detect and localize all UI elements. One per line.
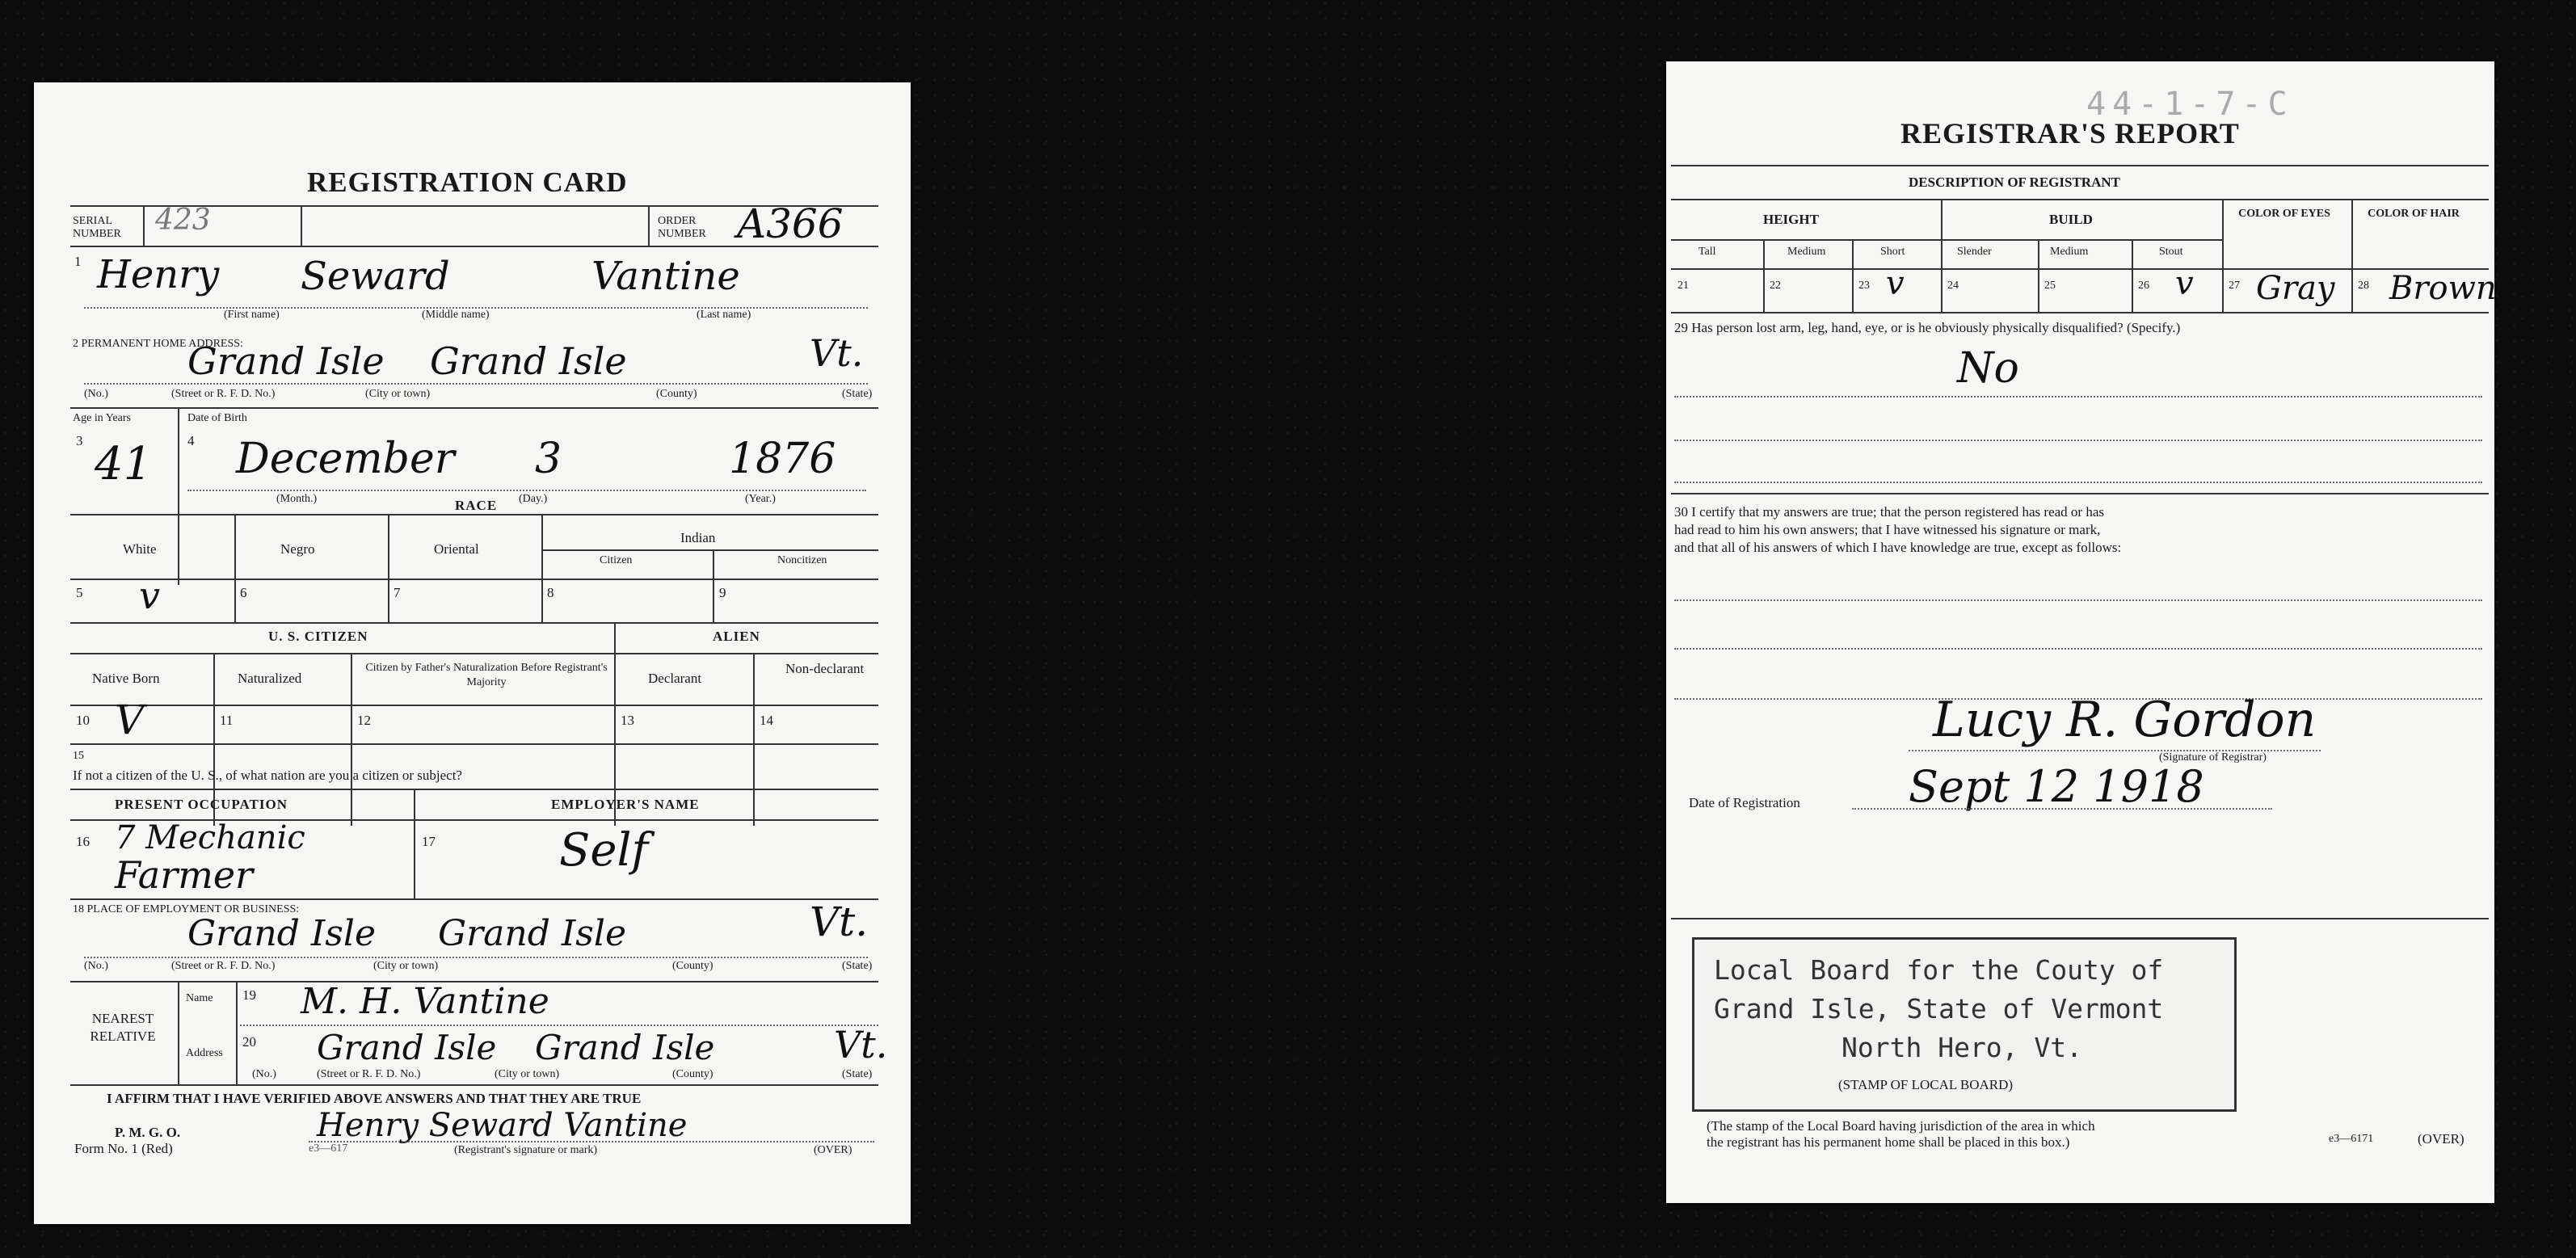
card-title: REGISTRATION CARD [307, 166, 628, 198]
address-state: Vt. [810, 331, 864, 375]
race-title: RACE [450, 498, 502, 514]
q29-answer: No [1957, 344, 2019, 393]
date-of-registration-label: Date of Registration [1689, 795, 1800, 810]
address-label: 2 PERMANENT HOME ADDRESS: [73, 338, 243, 350]
hair-color-value: Brown [2389, 270, 2497, 307]
age-value: 41 [95, 438, 153, 490]
registrars-report-card: 44-1-7-C REGISTRAR'S REPORT DESCRIPTION OF REGISTRANT HEIGHT BUILD COLOR OF EYES COLOR OF HAIR Tall Medium Short Slender Medium Stout 21 22 23 v 24 25 26 v 27 Gray 28 Brown 29 Has person lost arm, leg, hand, eye, or is he obviously physically disqualified? (Specify.) No 30 I certify that my answers are true; that the person registered has read or has had read to him his own answers; that I have witnessed his signature or mark, and that all of his answers of which I have knowledge are true, except as follows: Lucy R. Gordon (Signature of Registrar) Date of Registration Sept 12 1918 Local Board for the Couty of Grand Isle, State of Vermont North Hero, Vt. (STAMP OF LOCAL BOARD) (The stamp of the Local Board having jurisdiction of the area in which the registrant has his permanent home shall be placed in this box.) e3—6171 (OVER) [1666, 61, 2494, 1203]
place-county: Grand Isle [438, 913, 626, 954]
order-value: A366 [737, 200, 844, 247]
white-check: v [139, 574, 160, 617]
employer-value: Self [559, 824, 649, 877]
serial-value: 423 [155, 204, 211, 237]
date-of-registration-value: Sept 12 1918 [1909, 761, 2204, 812]
local-board-stamp: Local Board for the Couty of Grand Isle, State of Vermont North Hero, Vt. (STAMP OF LOCAL BOARD) [1692, 937, 2237, 1112]
eye-color-value: Gray [2256, 270, 2335, 307]
dob-day: 3 [535, 435, 562, 483]
report-title: REGISTRAR'S REPORT [1900, 117, 2240, 149]
place-town: Grand Isle [187, 913, 376, 954]
order-label: ORDER NUMBER [658, 215, 706, 240]
relative-name: M. H. Vantine [301, 981, 549, 1022]
dob-year: 1876 [729, 435, 836, 483]
stout-check: v [2175, 265, 2194, 302]
address-county: Grand Isle [430, 339, 627, 383]
place-state: Vt. [810, 898, 869, 945]
native-born-check: V [115, 696, 145, 743]
dob-month: December [236, 435, 455, 483]
first-name: Henry [97, 252, 220, 297]
registration-card: REGISTRATION CARD SERIAL NUMBER 423 ORDER NUMBER A366 1 Henry Seward Vantine (First name) (Middle name) (Last name) 2 PERMANENT HOME ADDRESS: Grand Isle Grand Isle Vt. (No.) (Street or R. F. D. No.) (City or town) (County) (State) Age in Years Date of Birth 3 4 41 December 3 1876 (Month.) (Day.) (Year.) RACE White Negro Oriental Indian Citizen Noncitizen 5 v 6 7 8 9 U. S. CITIZEN ALIEN Native Born Naturalized Citizen by Father's Naturalization Before Registrant's Majority Declarant Non-declarant 10 V 11 12 13 14 15 If not a citizen of the U. S., of what nation are you a citizen or subject? PRESENT OCCUPATION EMPLOYER'S NAME 16 7 Mechanic Farmer 17 Self 18 PLACE OF EMPLOYMENT OR BUSINESS: Grand Isle Grand Isle Vt. (No.) (Street or R. F. D. No.) (City or town) (County) (State) NEAREST RELATIVE Name 19 M. H. Vantine Address 20 Grand Isle Grand Isle Vt. (No.) (Street or R. F. D. No.) (City or town) (County) (State) I AFFIRM THAT I HAVE VERIFIED ABOVE ANSWERS AND THAT THEY ARE TRUE P. M. G. O. Form No. 1 (Red) e3—617 Henry Seward Vantine (Registrant's signature or mark) (OVER) [34, 82, 911, 1224]
serial-label: SERIAL NUMBER [73, 215, 121, 240]
registrar-signature: Lucy R. Gordon [1933, 692, 2317, 748]
middle-name: Seward [301, 254, 450, 299]
address-town: Grand Isle [187, 339, 385, 383]
relative-addr-county: Grand Isle [535, 1028, 715, 1067]
nearest-relative-label: NEAREST RELATIVE [90, 1011, 156, 1044]
registrant-signature: Henry Seward Vantine [317, 1107, 688, 1144]
occupation-2: Farmer [115, 853, 254, 897]
last-name: Vantine [591, 254, 740, 299]
relative-addr-state: Vt. [834, 1023, 888, 1067]
archive-stamp-number: 44-1-7-C [2086, 86, 2294, 123]
affirm-text: I AFFIRM THAT I HAVE VERIFIED ABOVE ANSWERS AND THAT THEY ARE TRUE [107, 1091, 642, 1106]
q15-text: If not a citizen of the U. S., of what nation are you a citizen or subject? [73, 768, 462, 783]
relative-addr-town: Grand Isle [317, 1028, 497, 1067]
short-check: v [1886, 265, 1905, 302]
occupation-1: 7 Mechanic [115, 819, 305, 856]
q29-text: 29 Has person lost arm, leg, hand, eye, or is he obviously physically disqualified? (Specify.) [1674, 320, 2181, 335]
